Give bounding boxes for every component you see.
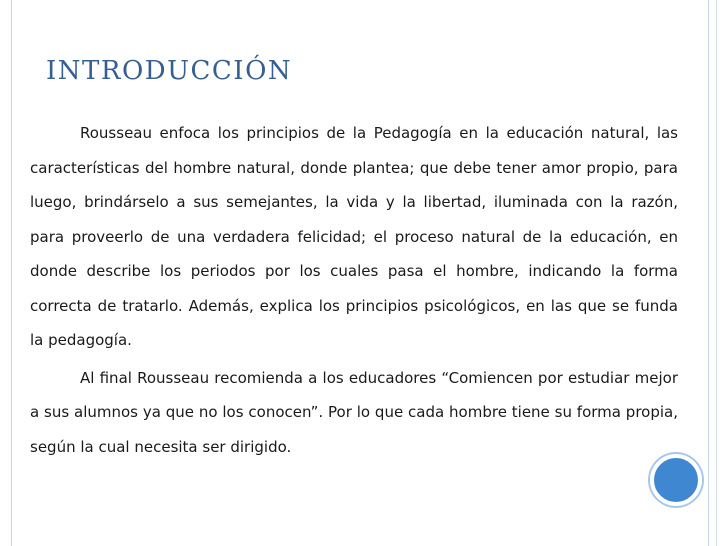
slide-title: INTRODUCCIÓN <box>46 56 293 86</box>
right-border-outer-line <box>716 0 717 546</box>
paragraph-1: Rousseau enfoca los principios de la Pedagogía en la educación natural, las características del hombre natural, donde plantea; que debe tener amor propio, para luego, brindárselo a sus semejantes, la vida y la libertad, iluminada con la razón, para proveerlo de una verdadera felicidad; el proceso natural de la educación, en donde describe los periodos por los cuales pasa el hombre, indicando la forma correcta de tratarlo. Además, explica los principios psicológicos, en las que se funda la pedagogía. <box>30 124 678 349</box>
paragraph-2: Al final Rousseau recomienda a los educadores “Comiencen por estudiar mejor a sus alumnos ya que no los conocen”. Por lo que cada hombre tiene su forma propia, según la cual necesita ser dirigido. <box>30 368 678 456</box>
right-border-line <box>708 0 709 546</box>
decorative-circle <box>650 454 702 506</box>
slide-body <box>30 116 678 464</box>
left-border-line <box>11 0 12 546</box>
